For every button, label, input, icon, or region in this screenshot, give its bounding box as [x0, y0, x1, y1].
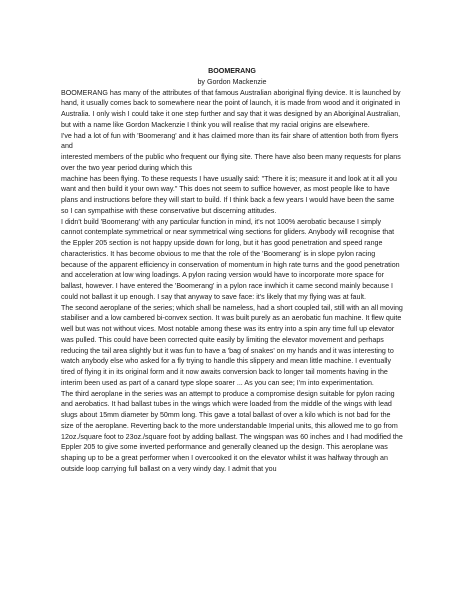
- document-body: [61, 88, 403, 475]
- author-byline: by Gordon Mackenzie: [197, 77, 267, 86]
- paragraph-intro: BOOMERANG has many of the attributes of that famous Australian aboriginal flying device. It is launched by hand, it usually comes back to somewhere near the point of launch, it is made from wood and it originated in Australia. I only wish I could take it one step further and say that it was designed by an Aboriginal Australian, but with a name like Gordon Mackenzie I think you will realise that my racial origins are elsewhere.: [61, 88, 401, 129]
- document-title: BOOMERANG: [208, 67, 256, 75]
- paragraph-fun: I've had a lot of fun with 'Boomerang' and it has claimed more than its fair share of attention both from flyers and: [61, 131, 399, 151]
- paragraph-public: interested members of the public who frequent our flying site. There have also been many requests for plans over the two year period during which this: [61, 153, 401, 172]
- paragraph-design: I didn't build 'Boomerang' with any particular function in mind, it's not 100% aerobatic because I simply cannot contemplate symmetrical or near symmetrical wing sections for gliders. Anybody will recognise that the Eppler 205 section is not happy upside down for long, but it has good penetration and speed range characteristics. It has become obvious to me that the role of the 'Boomerang' is in slope pylon racing because of the apparent efficiency in conservation of momentum in high rate turns and the good penetration and acceleration at low wing loadings. A pylon racing version would have to incorporate more space for ballast, however. I have entered the 'Boomerang' in a pylon race inwhich it came second mainly because I could not ballast it up enough. I say that anyway to save face: it's likely that my flying was at fault.: [61, 217, 400, 301]
- paragraph-plans: machine has been flying. To these requests I have usually said: "There it is; measure it and look at it all you want and then build it your own way." This does not seem to suffice however, as most people like to have plans and instructions before they will start to build. If I think back a few years I would have been the same so I can sympathise with these conservative but discerning attitudes.: [61, 174, 397, 215]
- paragraph-third-aeroplane: The third aeroplane in the series was an attempt to produce a compromise design suitable for pylon racing and aerobatics. It had ballast tubes in the wings which were loaded from the middle of the wings with lead slugs about 15mm diameter by 50mm long. This gave a total ballast of over a kilo which is not bad for the size of the aeroplane. Reverting back to the more understandable Imperial units, this allowed me to go from 12oz./square foot to 23oz./square foot by adding ballast. The wingspan was 60 inches and I had modified the Eppler 205 to give some inverted performance and generally cleaned up the design. This aeroplane was shaping up to be a great performer when I overcooked it on the elevator whilst it was halfway through an outside loop carrying full ballast on a very windy day. I admit that you: [61, 389, 403, 473]
- paragraph-second-aeroplane: The second aeroplane of the series; which shall be nameless, had a short coupled tail, still with an all moving stabiliser and a low cambered bi-convex section. It was built purely as an aerobatic fun machine. It flew quite well but was not without vices. Most notable among these was its entry into a spin any time full up elevator was pulled. This could have been corrected quite easily by limiting the elevator movement and perhaps reducing the tail area slightly but it was fun to have a 'bag of snakes' on my hands and it was interesting to watch anybody else who asked for a fly trying to handle this slippery and mean little machine. I eventually tired of flying it in its original form and it now awaits conversion back to longer tail moments having in the interim been used as part of a canard type slope soarer ... As you can see; I'm into experimentation.: [61, 303, 403, 387]
